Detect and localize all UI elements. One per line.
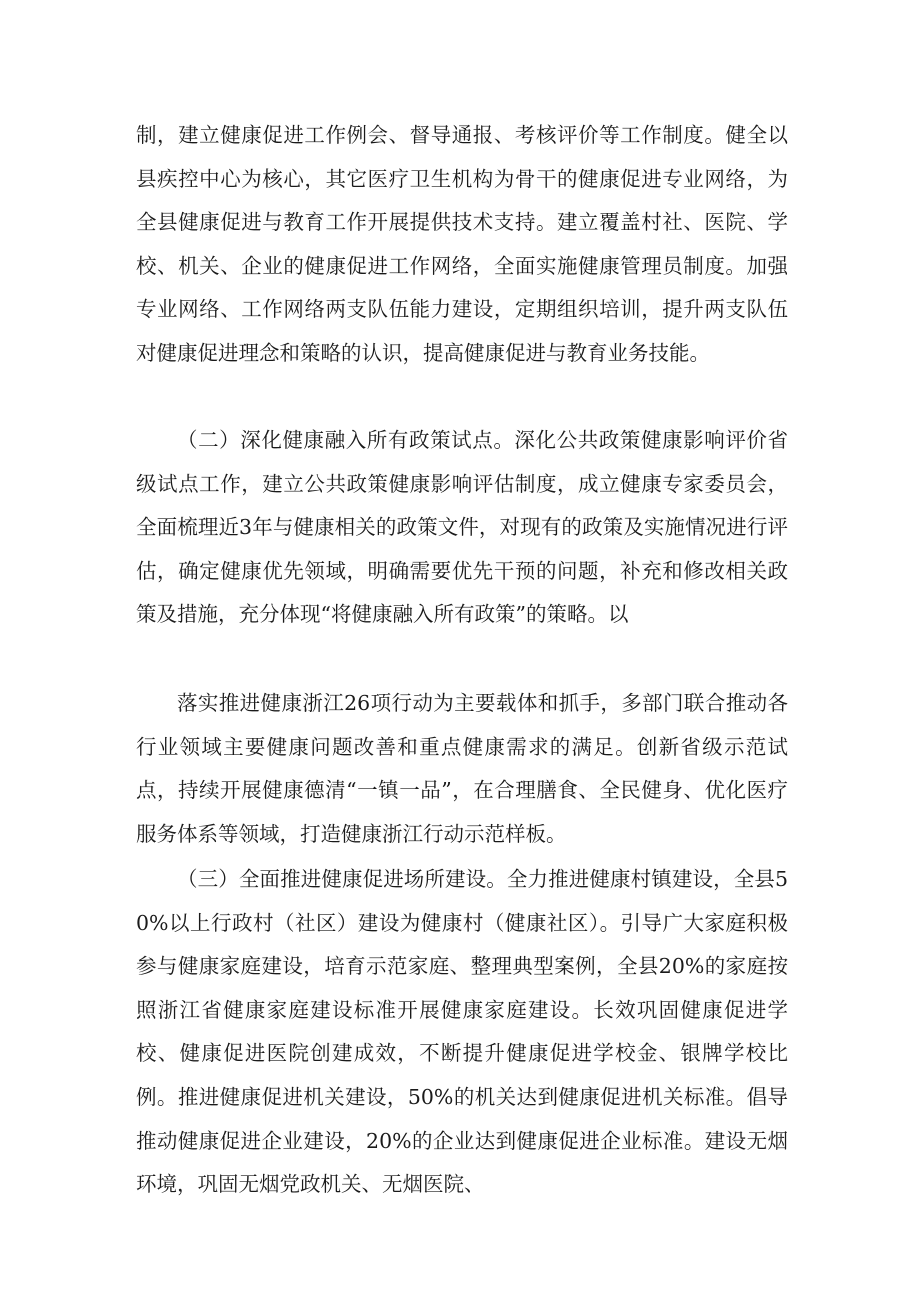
paragraph-4: （三）全面推进健康促进场所建设。全力推进健康村镇建设，全县50%以上行政村（社区）建设为健康村（健康社区）。引导广大家庭积极参与健康家庭建设，培育示范家庭、整理典型案例，全县20%的家庭按照浙江省健康家庭建设标准开展健康家庭建设。长效巩固健康促进学校、健康促进医院创建成效，不断提升健康促进学校金、银牌学校比例。推进健康促进机关建设，50%的机关达到健康促进机关标准。倡导推动健康促进企业建设，20%的企业达到健康促进企业标准。建设无烟环境，巩固无烟党政机关、无烟医院、 (136, 867, 788, 1197)
paragraph-3: 落实推进健康浙江26项行动为主要载体和抓手，多部门联合推动各行业领域主要健康问题改善和重点健康需求的满足。创新省级示范试点，持续开展健康德清“一镇一品”，在合理膳食、全民健身、优化医疗服务体系等领域，打造健康浙江行动示范样板。 (136, 691, 788, 846)
paragraph-1: 制，建立健康促进工作例会、督导通报、考核评价等工作制度。健全以县疾控中心为核心，其它医疗卫生机构为骨干的健康促进专业网络，为全县健康促进与教育工作开展提供技术支持。建立覆盖村社、医院、学校、机关、企业的健康促进工作网络，全面实施健康管理员制度。加强专业网络、工作网络两支队伍能力建设，定期组织培训，提升两支队伍对健康促进理念和策略的认识，提高健康促进与教育业务技能。 (136, 123, 788, 365)
paragraph-2: （二）深化健康融入所有政策试点。深化公共政策健康影响评价省级试点工作，建立公共政策健康影响评估制度，成立健康专家委员会，全面梳理近3年与健康相关的政策文件，对现有的政策及实施情况进行评估，确定健康优先领域，明确需要优先干预的问题，补充和修改相关政策及措施，充分体现“将健康融入所有政策”的策略。以 (136, 428, 788, 627)
